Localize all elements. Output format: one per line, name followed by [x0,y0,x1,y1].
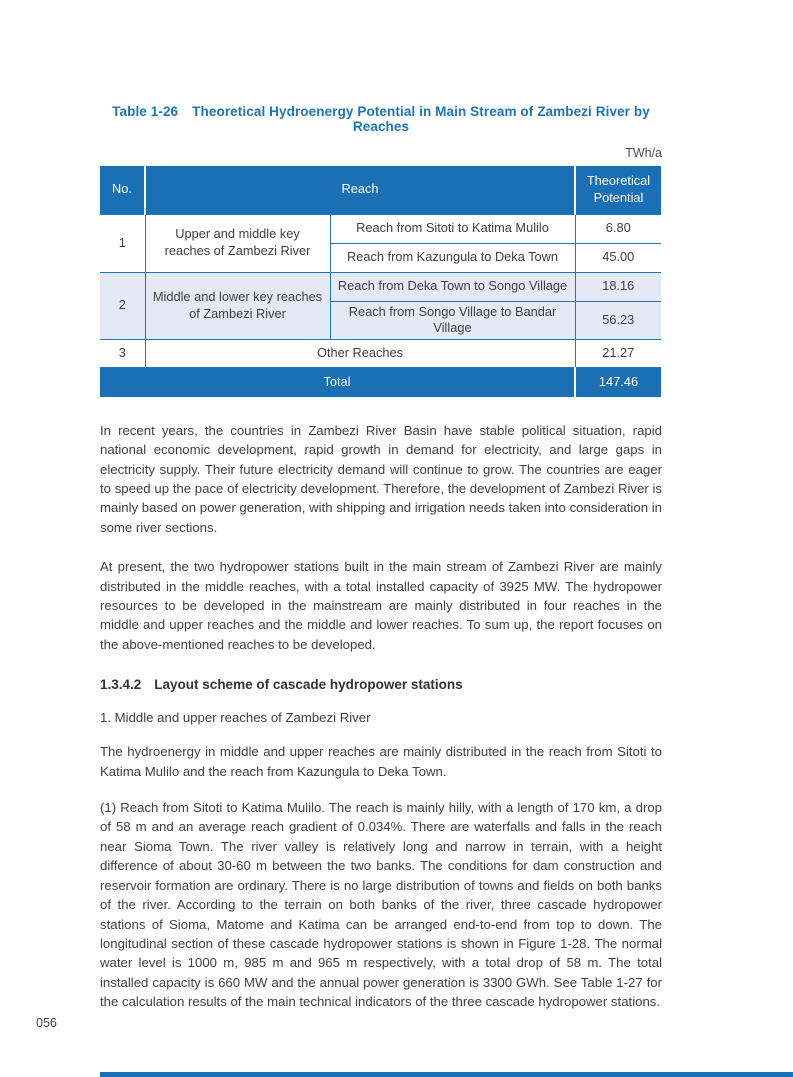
cell-group2-value2: 56.23 [575,301,661,340]
page-number: 056 [36,1016,57,1030]
table-unit-label: TWh/a [625,146,662,160]
table-header-row [100,166,661,214]
table-caption-label: Table 1-26 [112,104,179,119]
cell-other-no: 3 [100,340,145,368]
header-cell-reach: Reach [145,166,575,214]
cell-other-label: Other Reaches [145,340,575,368]
cell-group2-no: 2 [100,272,145,340]
cell-group1-no: 1 [100,214,145,272]
header-cell-no: No. [100,166,145,214]
cell-group1-reach2: Reach from Kazungula to Deka Town [330,243,575,272]
cell-group1-reach1: Reach from Sitoti to Katima Mulilo [330,214,575,243]
table-row [100,272,661,301]
header-cell-potential: Theoretical Potential [575,166,661,214]
section-number: 1.3.4.2 [100,677,142,693]
table-row [100,214,661,243]
paragraph-sitoti-katima: (1) Reach from Sitoti to Katima Mulilo. The reach is mainly hilly, with a length of 170 km, a drop of 58 m and an average reach gradient of 0.034%. There are waterfalls and falls in the reach near Sioma Town. The river valley is relatively long and narrow in terrain, with a height difference of about 30-60 m between the two banks. The conditions for dam construction and reservoir formation are ordinary. There is no large distribution of towns and fields on both banks of the river. According to the terrain on both banks of the river, three cascade hydropower stations of Sioma, Matome and Katima can be arranged end-to-end from top to down. The longitudinal section of these cascade hydropower stations is shown in Figure 1-28. The normal water level is 1000 m, 985 m and 965 m respectively, with a total drop of 58 m. The total installed capacity is 660 MW and the annual power generation is 3300 GWh. See Table 1-27 for the calculation results of the main technical indicators of the three cascade hydropower stations. [100,800,662,1010]
cell-group2-label: Middle and lower key reaches of Zambezi River [145,272,330,340]
paragraph-overview: In recent years, the countries in Zambezi River Basin have stable political situation, rapid national economic development, rapid growth in demand for electricity, and large gaps in electricity supply. Their future electricity demand will continue to grow. The countries are eager to speed up the pace of electricity development. Therefore, the development of Zambezi River is mainly based on power generation, with shipping and irrigation needs taken into consideration in some river sections. [100,422,662,535]
page-content [100,104,662,1012]
cell-group2-reach2: Reach from Songo Village to Bandar Village [330,301,575,340]
table-caption-title: Theoretical Hydroenergy Potential in Main Stream of Zambezi River by Reaches [192,104,650,134]
table-caption [100,104,662,134]
paragraph-current-stations: At present, the two hydropower stations built in the main stream of Zambezi River are mainly distributed in the middle reaches, with a total installed capacity of 3925 MW. The hydropower resources to be developed in the mainstream are mainly distributed in four reaches in the middle and upper reaches and the middle and lower reaches. To sum up, the report focuses on the above-mentioned reaches to be developed. [100,559,662,652]
section-title: Layout scheme of cascade hydropower stations [154,677,463,693]
cell-group1-value1: 6.80 [575,214,661,243]
paragraph-middle-upper: The hydroenergy in middle and upper reaches are mainly distributed in the reach from Sitoti to Katima Mulilo and the reach from Kazungula to Deka Town. [100,744,662,779]
cell-group2-value1: 18.16 [575,272,661,301]
cell-group1-label: Upper and middle key reaches of Zambezi River [145,214,330,272]
list-item-heading: 1. Middle and upper reaches of Zambezi River [100,710,371,726]
cell-group2-reach1: Reach from Deka Town to Songo Village [330,272,575,301]
table-row [100,340,661,368]
table-total-row [100,368,661,397]
cell-total-label: Total [100,368,575,397]
hydroenergy-potential-table [100,166,661,397]
cell-other-value: 21.27 [575,340,661,368]
cell-group1-value2: 45.00 [575,243,661,272]
cell-total-value: 147.46 [575,368,661,397]
footer-accent-bar [100,1072,793,1077]
section-heading [100,677,662,692]
